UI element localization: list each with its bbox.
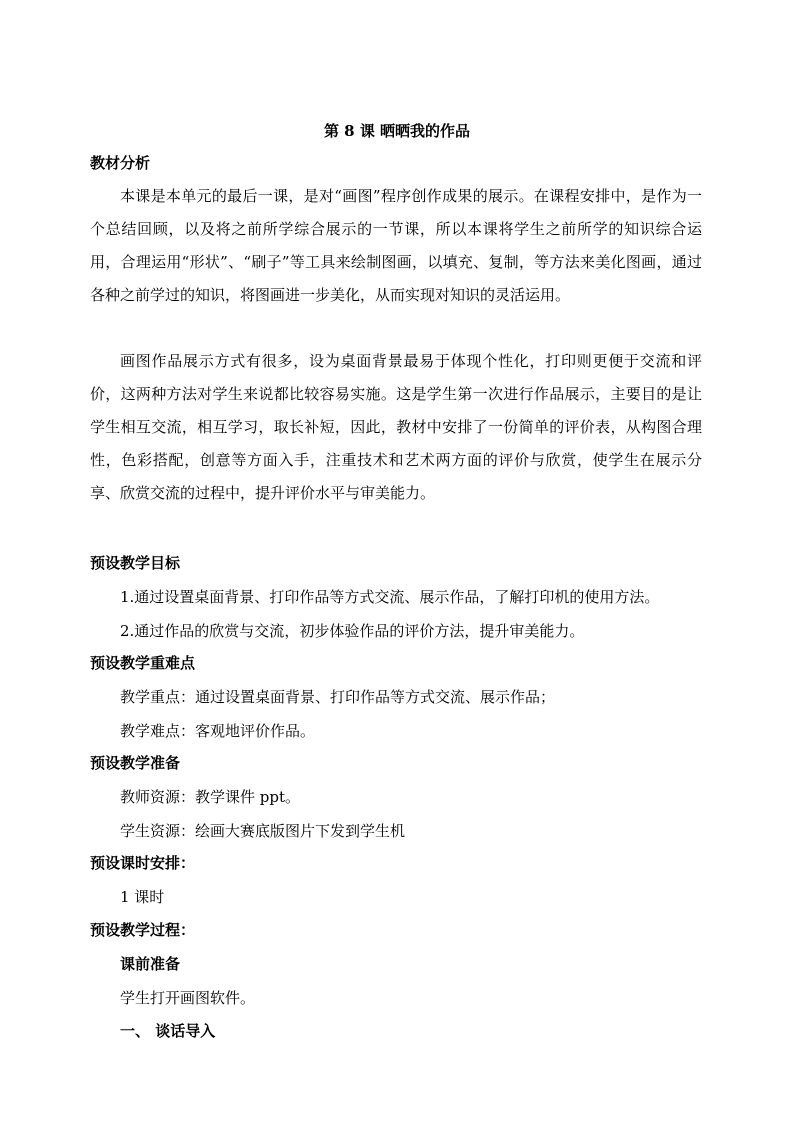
paragraph-textbook-2: 画图作品展示方式有很多，设为桌面背景最易于体现个性化，打印则更便于交流和评价，这两种方法对学生来说都比较容易实施。这是学生第一次进行作品展示，主要目的是让学生相互交流，相互学习，取长补短，因此，教材中安排了一份简单的评价表，从构图合理性，色彩搭配，创意等方面入手，注重技术和艺术两方面的评价与欣赏，使学生在展示分享、欣赏交流的过程中，提升评价水平与审美能力。 <box>90 352 702 502</box>
prep-item-1: 教师资源：教学课件 ppt。 <box>120 788 301 806</box>
heading-class-hours: 预设课时安排： <box>90 854 196 872</box>
heading-teaching-process: 预设教学过程： <box>90 921 196 939</box>
class-hours-value: 1 课时 <box>120 888 165 906</box>
goal-item-2: 2.通过作品的欣赏与交流，初步体验作品的评价方法，提升审美能力。 <box>120 622 585 640</box>
paragraph-textbook-1: 本课是本单元的最后一课，是对“画图”程序创作成果的展示。在课程安排中，是作为一个总结回顾，以及将之前所学综合展示的一节课，所以本课将学生之前所学的知识综合运用，合理运用“形状”、“刷子”等工具来绘制图画，以填充、复制，等方法来美化图画，通过各种之前学过的知识，将图画进一步美化，从而实现对知识的灵活运用。 <box>90 187 702 304</box>
heading-textbook-analysis: 教材分析 <box>90 154 151 172</box>
heading-teaching-goals: 预设教学目标 <box>90 554 181 572</box>
prep-item-2: 学生资源：绘画大赛底版图片下发到学生机 <box>120 822 406 840</box>
lesson-title: 第 8 课 晒晒我的作品 <box>323 122 471 140</box>
step-1-heading: 一、 谈话导入 <box>120 1022 216 1040</box>
subheading-pre-class: 课前准备 <box>120 955 181 973</box>
heading-teaching-prep: 预设教学准备 <box>90 754 181 772</box>
key-point-2: 教学难点：客观地评价作品。 <box>120 722 316 740</box>
pre-class-line: 学生打开画图软件。 <box>120 989 256 1007</box>
key-point-1: 教学重点：通过设置桌面背景、打印作品等方式交流、展示作品； <box>120 688 556 706</box>
goal-item-1: 1.通过设置桌面背景、打印作品等方式交流、展示作品，了解打印机的使用方法。 <box>120 588 660 606</box>
heading-key-points: 预设教学重难点 <box>90 654 196 672</box>
